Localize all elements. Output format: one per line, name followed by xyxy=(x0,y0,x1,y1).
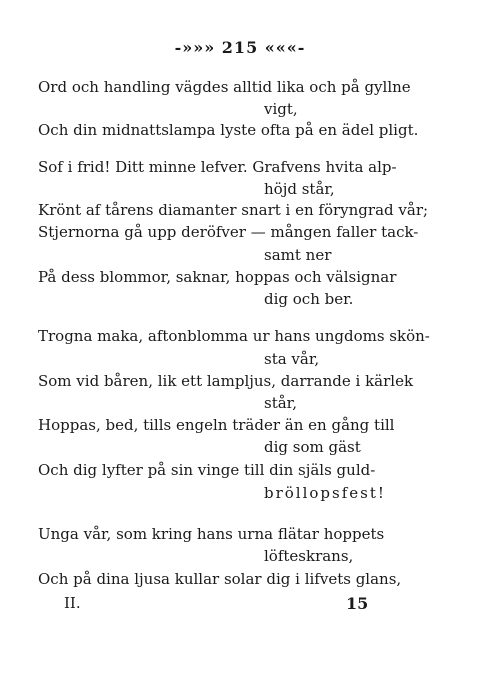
verse-line: Och dig lyfter på sin vinge till din själs guld- xyxy=(38,461,376,479)
verse-line: Ord och handling vägdes alltid lika och på gyllne xyxy=(38,78,411,96)
verse-line: Sof i frid! Ditt minne lefver. Grafvens hvita alp- xyxy=(38,158,397,176)
verse-line-continuation: samt ner xyxy=(264,246,332,264)
verse-line: Unga vår, som kring hans urna flätar hoppets xyxy=(38,525,385,543)
page-header xyxy=(0,38,480,57)
verse-line-continuation: dig som gäst xyxy=(264,438,361,456)
verse-line: På dess blommor, saknar, hoppas och välsignar xyxy=(38,268,397,286)
verse-line-continuation: vigt, xyxy=(264,100,298,118)
verse-line-continuation: står, xyxy=(264,394,297,412)
header-ornament-right: «««- xyxy=(264,38,306,57)
verse-line: Och din midnattslampa lyste ofta på en ädel pligt. xyxy=(38,121,419,139)
verse-line-continuation: dig och ber. xyxy=(264,290,354,308)
page-number: 215 xyxy=(221,38,259,57)
verse-line: Krönt af tårens diamanter snart i en föryngrad vår; xyxy=(38,201,429,219)
signature-mark: II. xyxy=(64,594,81,612)
verse-line-continuation: löfteskrans, xyxy=(264,547,354,565)
verse-line-continuation: sta vår, xyxy=(264,350,320,368)
verse-line: Som vid båren, lik ett lampljus, darrande i kärlek xyxy=(38,372,414,390)
verse-line: Stjernorna gå upp deröfver — mången faller tack- xyxy=(38,223,419,241)
verse-line: Trogna maka, aftonblomma ur hans ungdoms skön- xyxy=(38,327,430,345)
sheet-number: 15 xyxy=(346,594,369,613)
verse-line-continuation: höjd står, xyxy=(264,180,335,198)
verse-line: Och på dina ljusa kullar solar dig i lifvets glans, xyxy=(38,570,402,588)
header-ornament-left: -»»» xyxy=(174,38,216,57)
verse-line: Hoppas, bed, tills engeln träder än en gång till xyxy=(38,416,395,434)
verse-line-continuation: bröllopsfest! xyxy=(264,484,386,502)
